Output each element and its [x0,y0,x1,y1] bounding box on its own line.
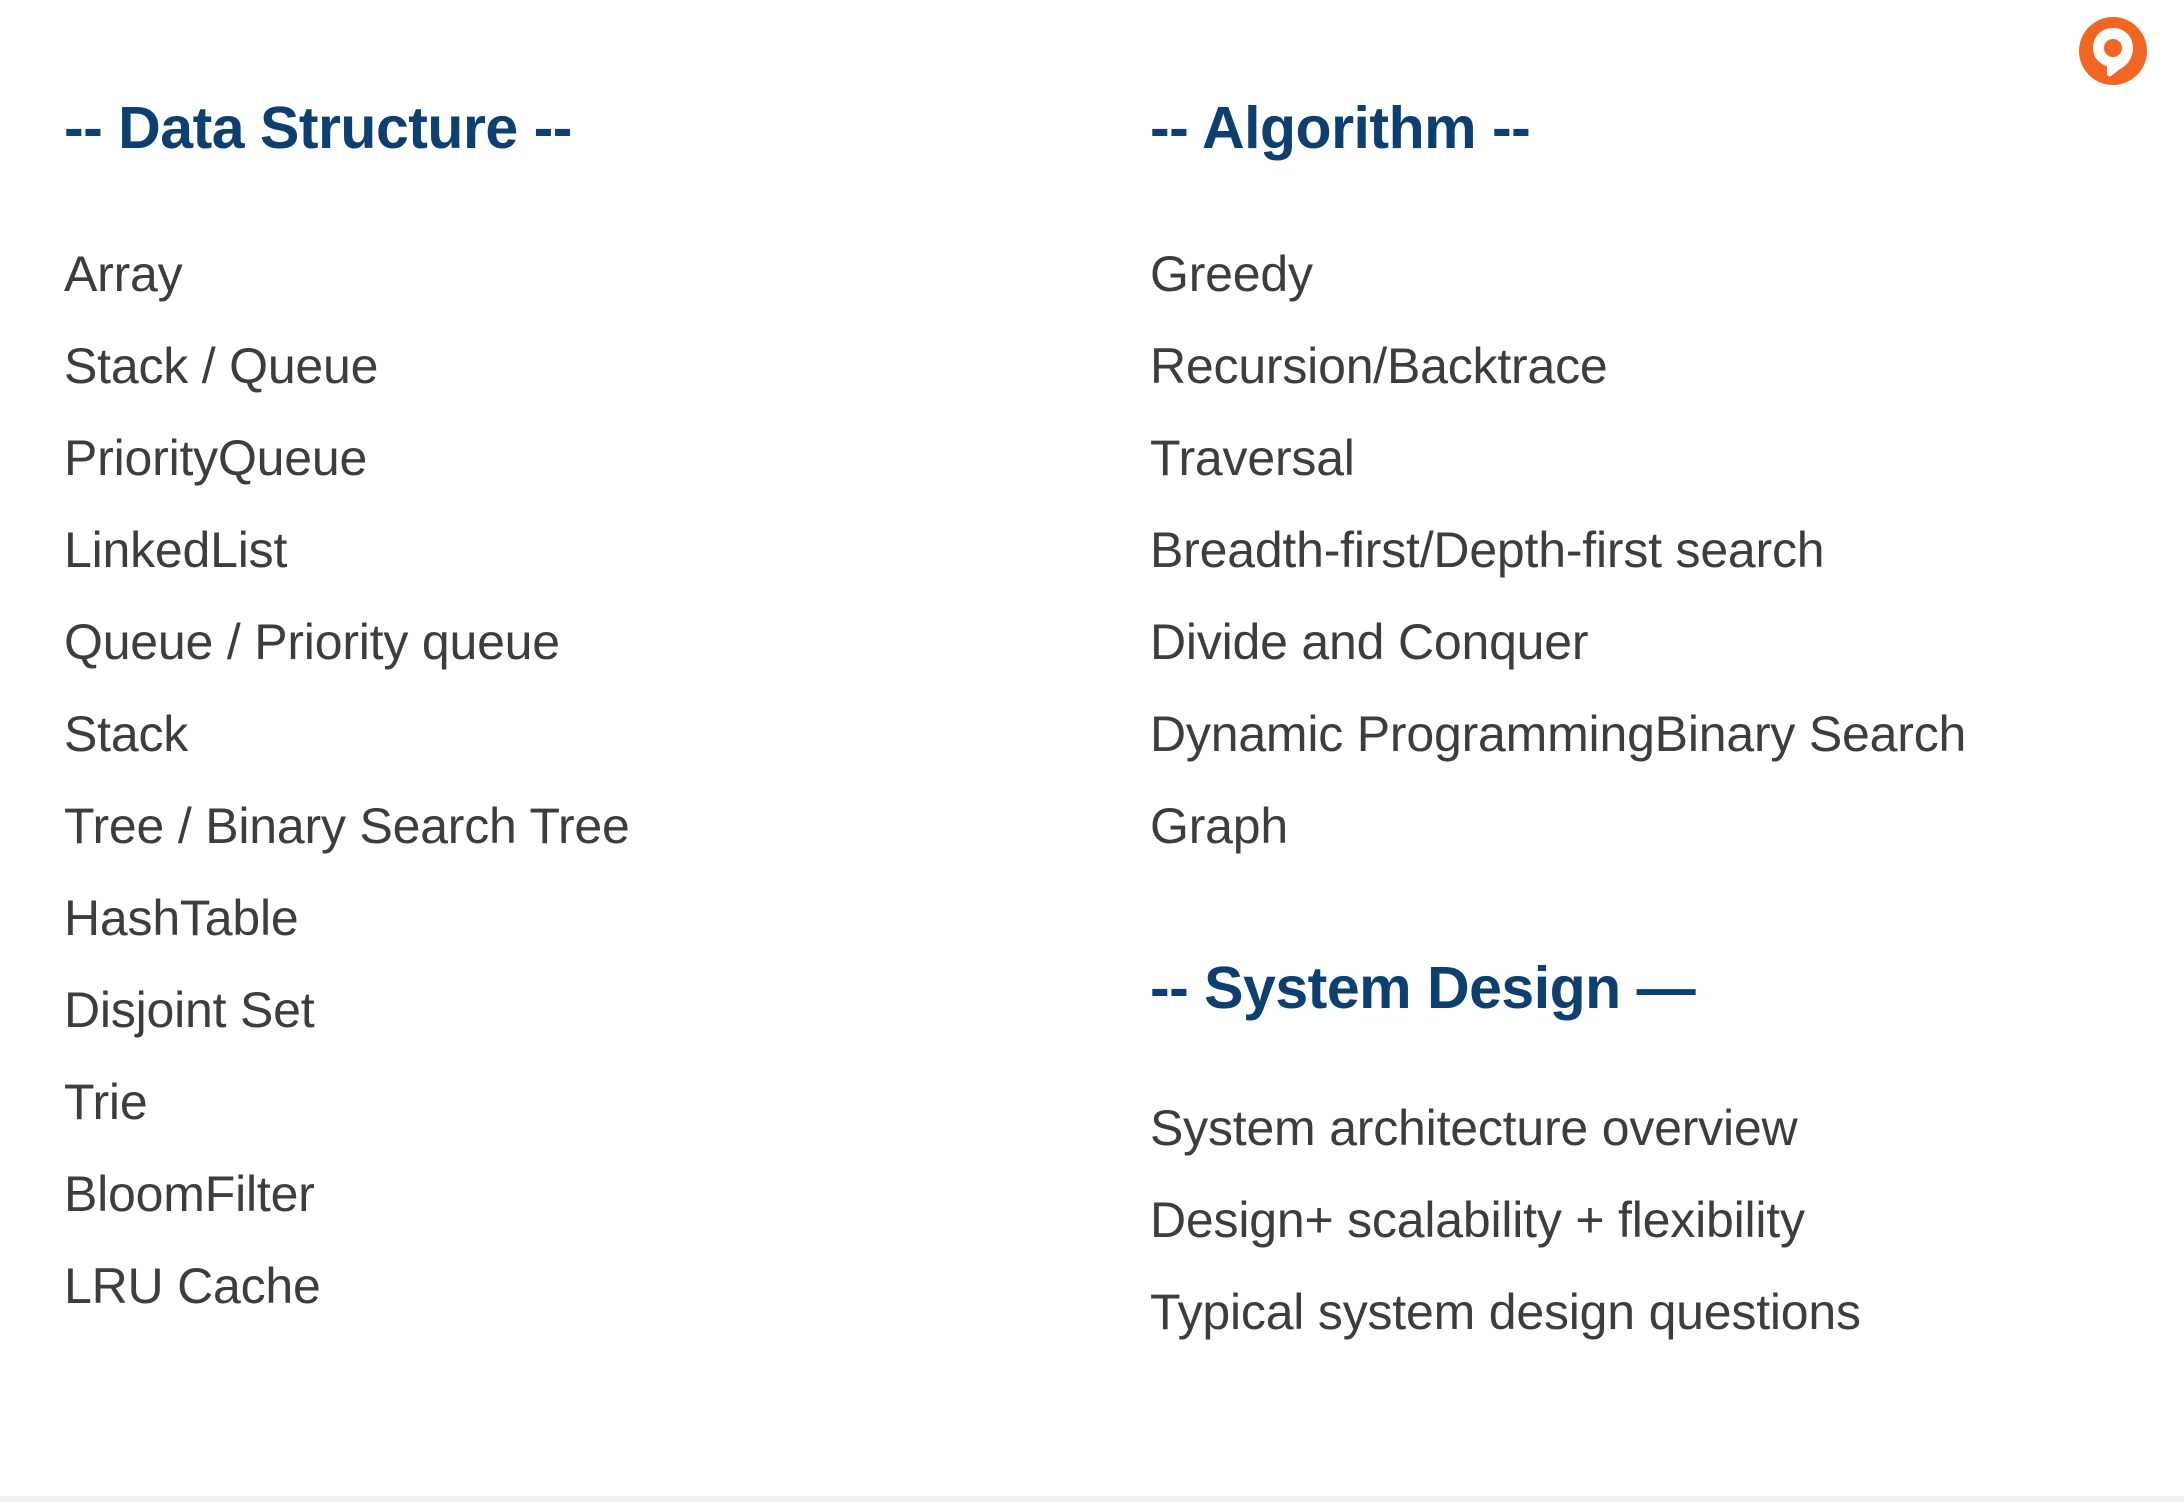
list-item: LRU Cache [64,1257,321,1314]
list-item: Array [64,245,183,302]
column-algorithm-and-system-design [1150,0,2184,1502]
list-item: Queue / Priority queue [64,613,560,670]
list-item: Dynamic ProgrammingBinary Search [1150,705,1967,762]
list-data-structure [64,228,1150,1332]
list-item: Greedy [1150,245,1313,302]
bottom-divider [0,1496,2184,1502]
section-title-data-structure: -- Data Structure -- [64,95,572,161]
list-item: HashTable [64,889,299,946]
list-item: Stack [64,705,189,762]
list-item: Traversal [1150,429,1355,486]
list-item: Recursion/Backtrace [1150,337,1608,394]
list-item: Breadth-first/Depth-first search [1150,521,1825,578]
list-item: Design+ scalability + flexibility [1150,1191,1805,1248]
list-item: PriorityQueue [64,429,368,486]
section-title-algorithm: -- Algorithm -- [1150,95,1531,161]
list-system-design [1150,1082,2184,1358]
list-item: Trie [64,1073,148,1130]
list-item: System architecture overview [1150,1099,1798,1156]
list-item: Disjoint Set [64,981,315,1038]
list-item: BloomFilter [64,1165,315,1222]
list-item: Stack / Queue [64,337,379,394]
list-item: Tree / Binary Search Tree [64,797,630,854]
list-item: LinkedList [64,521,288,578]
list-item: Typical system design questions [1150,1283,1861,1340]
section-title-system-design: -- System Design — [1150,954,1696,1021]
list-item: Divide and Conquer [1150,613,1589,670]
list-item: Graph [1150,797,1288,854]
list-algorithm [1150,228,2184,872]
